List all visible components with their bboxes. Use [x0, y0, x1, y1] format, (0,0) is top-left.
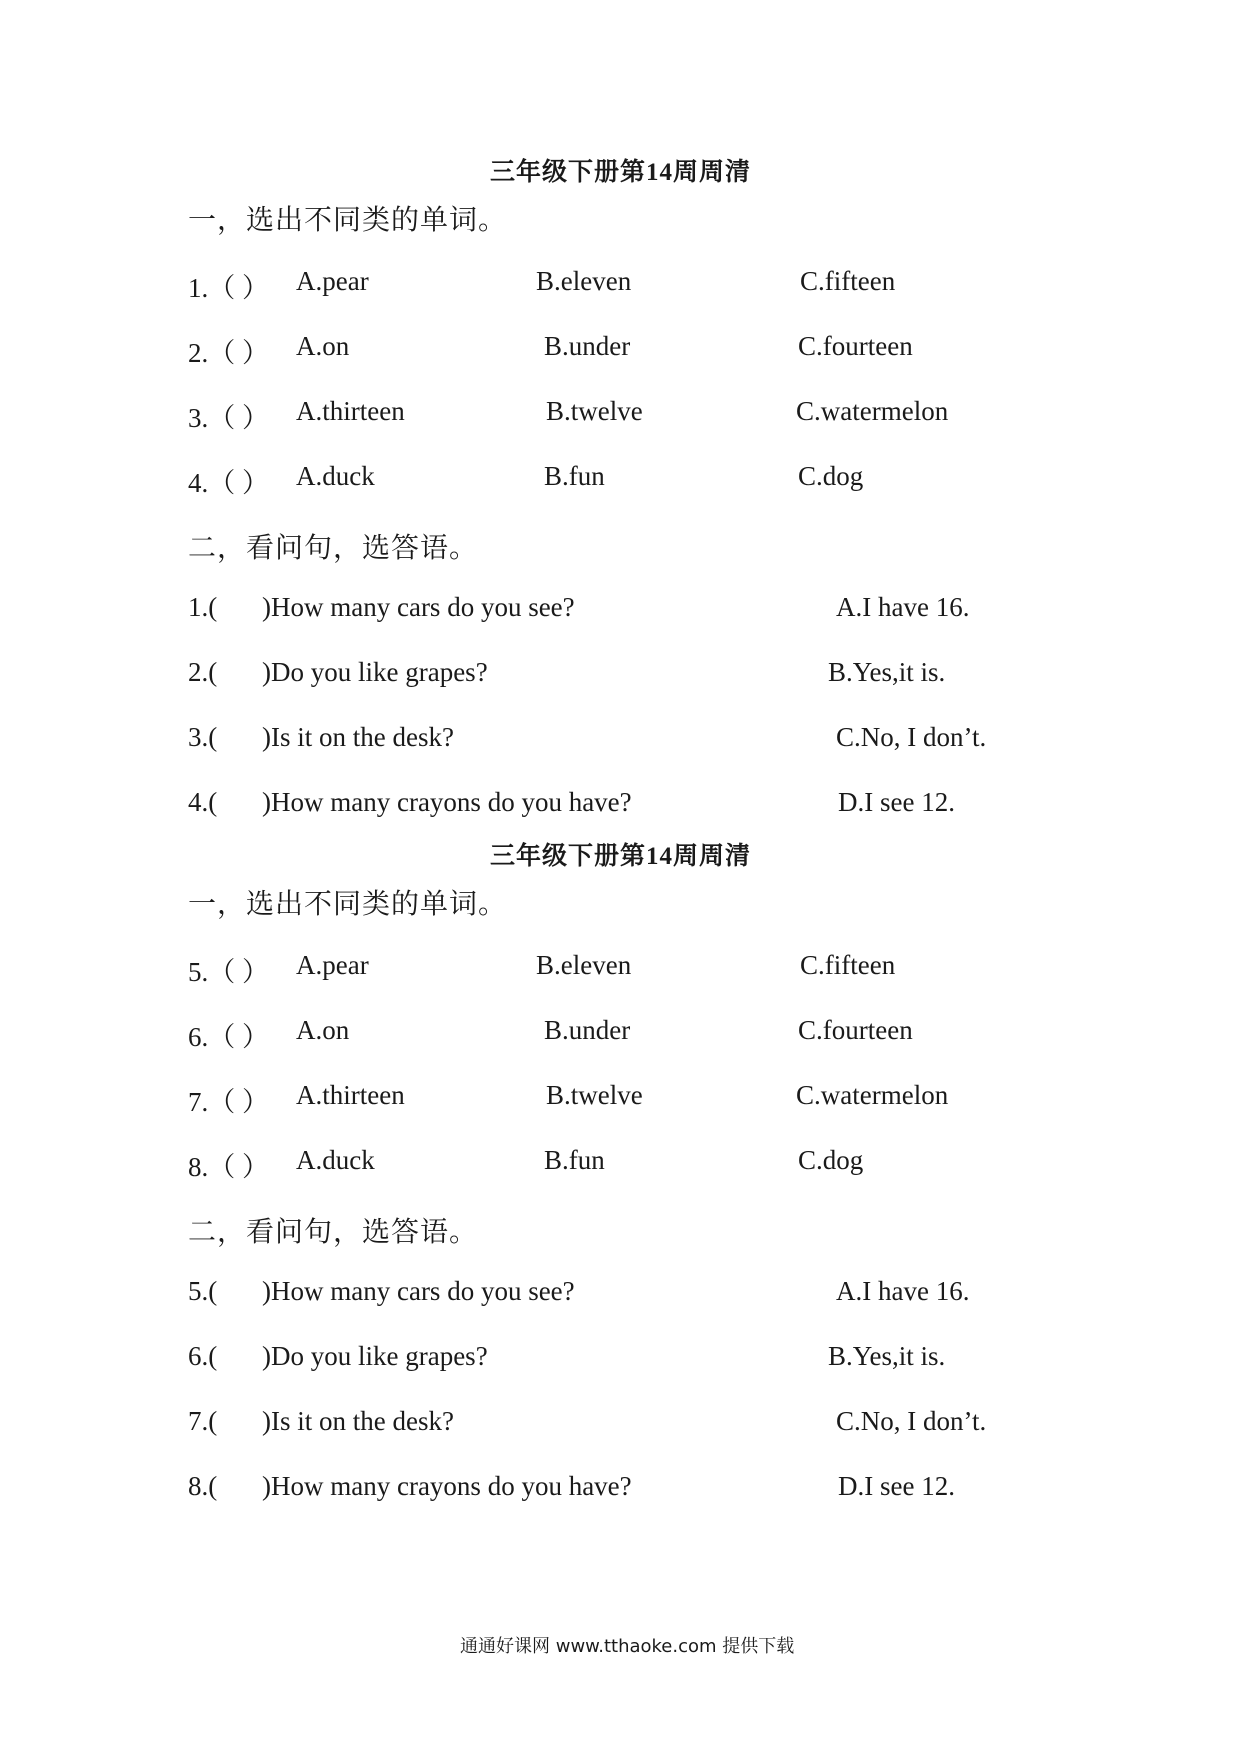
question-number: 8.( [188, 1471, 218, 1501]
option-a: A.on [296, 1015, 350, 1045]
question-text: )How many crayons do you have? [262, 1471, 632, 1501]
answer-option: D.I see 12. [838, 1471, 955, 1501]
question-text: )How many cars do you see? [262, 592, 575, 622]
option-a: A.duck [296, 1145, 375, 1175]
option-a: A.pear [296, 950, 369, 980]
question-number: 2.( [188, 657, 218, 687]
section-heading-questions: 二，看问句，选答语。 [188, 531, 479, 564]
question-number: 3.（ ） [188, 403, 269, 433]
option-b: B.twelve [546, 1080, 643, 1110]
question-number: 5.（ ） [188, 957, 269, 987]
page-title: 三年级下册第14周周清 [490, 159, 752, 186]
option-b: B.under [544, 1015, 631, 1045]
question-text: )Do you like grapes? [262, 657, 488, 687]
option-b: B.under [544, 331, 631, 361]
section-heading-words: 一，选出不同类的单词。 [188, 203, 508, 236]
option-b: B.eleven [536, 266, 632, 296]
option-c: C.fourteen [798, 331, 913, 361]
section-heading-questions: 二，看问句，选答语。 [188, 1215, 479, 1248]
question-number: 8.（ ） [188, 1152, 269, 1182]
option-c: C.watermelon [796, 1080, 949, 1110]
answer-option: C.No, I don’t. [836, 1406, 987, 1436]
option-b: B.eleven [536, 950, 632, 980]
option-a: A.thirteen [296, 1080, 405, 1110]
answer-option: A.I have 16. [836, 592, 970, 622]
option-a: A.thirteen [296, 396, 405, 426]
question-number: 1.( [188, 592, 218, 622]
answer-option: B.Yes,it is. [828, 1341, 946, 1371]
option-c: C.fourteen [798, 1015, 913, 1045]
answer-option: D.I see 12. [838, 787, 955, 817]
option-a: A.duck [296, 461, 375, 491]
option-c: C.dog [798, 461, 864, 491]
question-number: 1.（ ） [188, 273, 269, 303]
option-c: C.fifteen [800, 950, 896, 980]
option-b: B.fun [544, 1145, 605, 1175]
question-number: 6.( [188, 1341, 218, 1371]
page-title: 三年级下册第14周周清 [490, 843, 752, 870]
question-number: 3.( [188, 722, 218, 752]
option-a: A.on [296, 331, 350, 361]
question-text: )Do you like grapes? [262, 1341, 488, 1371]
option-c: C.fifteen [800, 266, 896, 296]
option-c: C.dog [798, 1145, 864, 1175]
section-heading-words: 一，选出不同类的单词。 [188, 887, 508, 920]
option-b: B.fun [544, 461, 605, 491]
question-text: )Is it on the desk? [262, 1406, 454, 1436]
footer-source: 通通好课网 www.tthaoke.com 提供下载 [460, 1636, 795, 1657]
question-number: 4.（ ） [188, 468, 269, 498]
option-b: B.twelve [546, 396, 643, 426]
question-number: 2.（ ） [188, 338, 269, 368]
answer-option: A.I have 16. [836, 1276, 970, 1306]
question-text: )How many cars do you see? [262, 1276, 575, 1306]
question-number: 7.( [188, 1406, 218, 1436]
question-text: )How many crayons do you have? [262, 787, 632, 817]
answer-option: B.Yes,it is. [828, 657, 946, 687]
answer-option: C.No, I don’t. [836, 722, 987, 752]
question-number: 4.( [188, 787, 218, 817]
question-number: 6.（ ） [188, 1022, 269, 1052]
option-a: A.pear [296, 266, 369, 296]
option-c: C.watermelon [796, 396, 949, 426]
question-text: )Is it on the desk? [262, 722, 454, 752]
question-number: 7.（ ） [188, 1087, 269, 1117]
question-number: 5.( [188, 1276, 218, 1306]
